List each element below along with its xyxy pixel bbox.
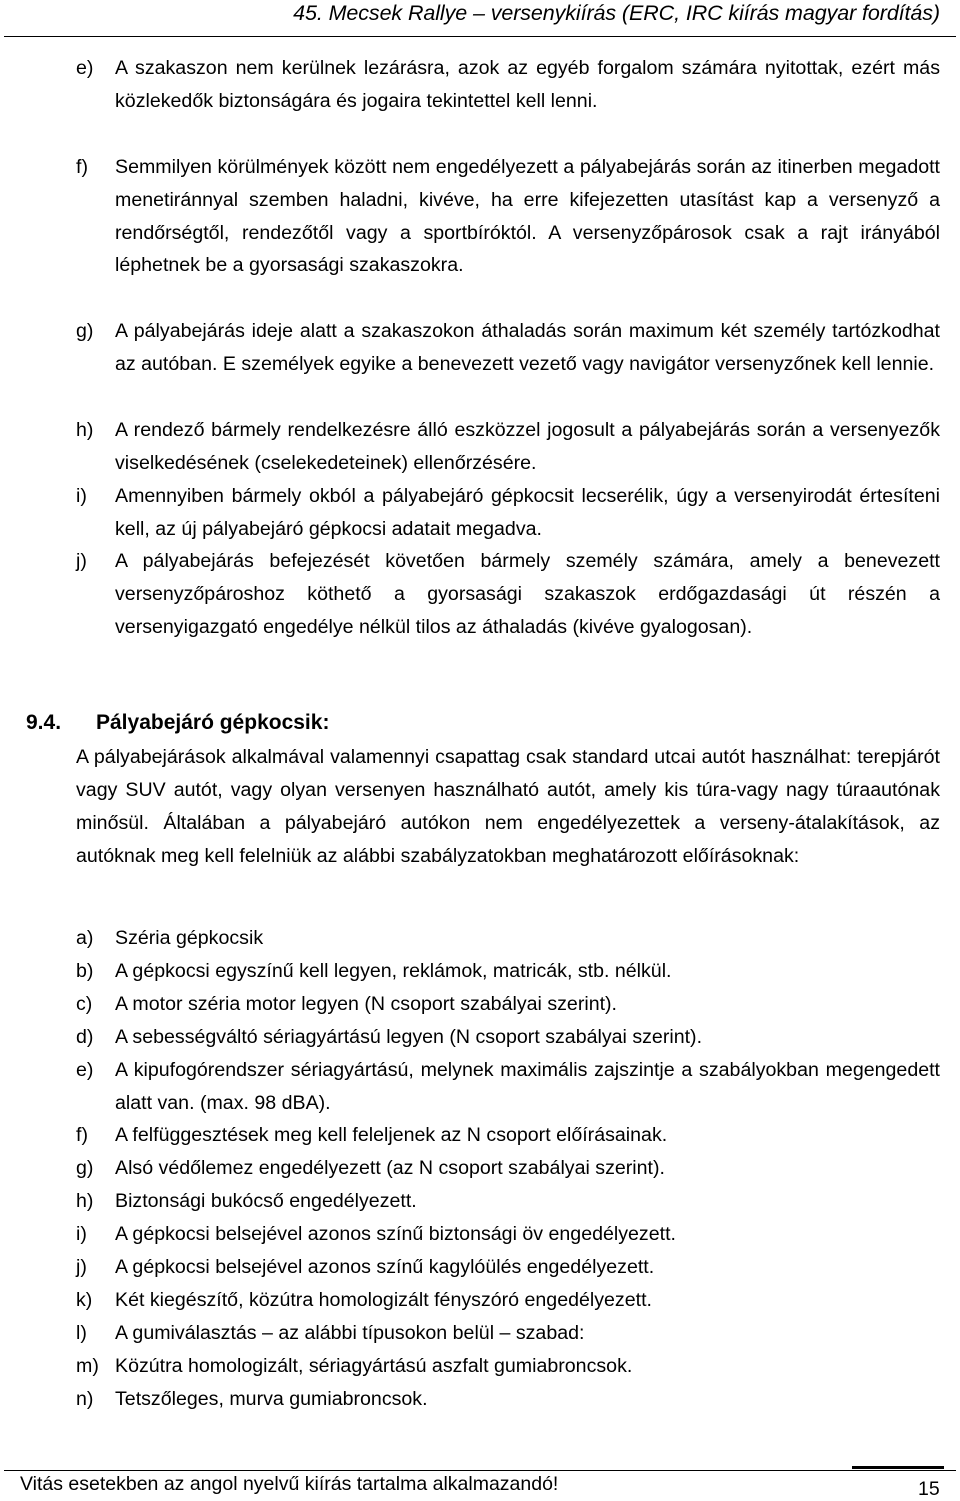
list-item-label: b) — [76, 960, 94, 982]
list-item-label: m) — [76, 1355, 99, 1377]
list-item-label: f) — [76, 1124, 88, 1146]
list-item — [76, 1119, 940, 1152]
list-item — [76, 414, 940, 480]
list-item — [76, 1317, 940, 1350]
list-item — [76, 545, 940, 643]
list-item — [76, 151, 940, 282]
page-header — [0, 0, 960, 40]
footer-note: Vitás esetekben az angol nyelvű kiírás tartalma alkalmazandó! — [20, 1473, 559, 1495]
list-item-label: g) — [76, 320, 94, 342]
list-item-text: A szakaszon nem kerülnek lezárásra, azok az egyéb forgalom számára nyitottak, ezért más közlekedők biztonságára és jogaira tekintettel kell lenni. — [115, 57, 940, 112]
list-item-label: i) — [76, 1223, 87, 1245]
list-item — [76, 52, 940, 118]
list-item-text: A kipufogórendszer sériagyártású, melynek maximális zajszintje a szabályokban megengedett alatt van. (max. 98 dBA). — [115, 1059, 940, 1114]
list-item-text: Alsó védőlemez engedélyezett (az N csoport szabályai szerint). — [115, 1157, 665, 1179]
page-number: 15 — [918, 1478, 940, 1500]
list-item-text: A gépkocsi belsejével azonos színű kagylóülés engedélyezett. — [115, 1256, 655, 1278]
list-item — [76, 1152, 940, 1185]
list-item-text: Biztonsági bukócső engedélyezett. — [115, 1190, 417, 1212]
list-item-text: A gépkocsi egyszínű kell legyen, reklámok, matricák, stb. nélkül. — [115, 960, 672, 982]
list-item — [76, 1021, 940, 1054]
list-item-label: k) — [76, 1289, 93, 1311]
list-item — [76, 1383, 940, 1416]
header-title: 45. Mecsek Rallye – versenykiírás (ERC, IRC kiírás magyar fordítás) — [293, 1, 940, 25]
list-item-text: Két kiegészítő, közútra homologizált fényszóró engedélyezett. — [115, 1289, 652, 1311]
section-paragraph: A pályabejárások alkalmával valamennyi csapattag csak standard utcai autót használhat: terepjárót vagy SUV autót, vagy olyan versenyen használható autót, amely kis túra-vagy nagy túraautónak minősül. Általában a pályabejáró autókon nem engedélyezettek a verseny-átalakítások, az autóknak meg kell felelniük az alábbi szabályzatokban meghatározott előírásoknak: — [76, 746, 940, 867]
list-item-text: A felfüggesztések meg kell feleljenek az N csoport előírásainak. — [115, 1124, 668, 1146]
list-item — [76, 988, 940, 1021]
list-item-text: A sebességváltó sériagyártású legyen (N csoport szabályai szerint). — [115, 1026, 703, 1048]
list-item-text: A pályabejárás ideje alatt a szakaszokon áthaladás során maximum két személy tartózkodhat az autóban. E személyek egyike a benevezett vezető vagy navigátor versenyzőnek kell lennie. — [115, 320, 940, 375]
list-item-text: A gépkocsi belsejével azonos színű biztonsági öv engedélyezett. — [115, 1223, 676, 1245]
list-item — [76, 922, 940, 955]
list-item — [76, 955, 940, 988]
list-item-label: a) — [76, 927, 94, 949]
list-item-label: c) — [76, 993, 93, 1015]
footer-rule — [4, 1470, 956, 1471]
list-item-text: A gumiválasztás – az alábbi típusokon belül – szabad: — [115, 1322, 585, 1344]
section-number: 9.4. — [26, 711, 62, 734]
list-item-label: l) — [76, 1322, 87, 1344]
list-item-label: i) — [76, 485, 87, 507]
list-item-text: Semmilyen körülmények között nem engedélyezett a pályabejárás során az itinerben megadott menetiránnyal szemben haladni, kivéve, ha erre kifejezetten utasítást kap a versenyző a rendőrségtől, rendezőtől vagy a sportbíróktól. A versenyzőpárosok csak a rajt irányából léphetnek be a gyorsasági szakaszokra. — [115, 156, 940, 277]
list-item — [76, 1054, 940, 1120]
list-item — [76, 1218, 940, 1251]
header-rule — [4, 36, 956, 37]
list-item-label: g) — [76, 1157, 94, 1179]
list-item-label: j) — [76, 550, 87, 572]
list-item — [76, 480, 940, 546]
list-item-label: f) — [76, 156, 88, 178]
list-item-label: h) — [76, 419, 94, 441]
list-item — [76, 1350, 940, 1383]
list-item-text: A motor széria motor legyen (N csoport szabályai szerint). — [115, 993, 618, 1015]
list-item-label: h) — [76, 1190, 94, 1212]
list-item-text: Széria gépkocsik — [115, 927, 264, 949]
list-item — [76, 1185, 940, 1218]
list-item-text: Közútra homologizált, sériagyártású aszfalt gumiabroncsok. — [115, 1355, 633, 1377]
list-item-text: A pályabejárás befejezését követően bármely személy számára, amely a benevezett versenyzőpároshoz köthető a gyorsasági szakaszok erdőgazdasági út részén a versenyigazgató engedélye nélkül tilos az áthaladás (kivéve gyalogosan). — [115, 550, 940, 638]
section-heading — [26, 706, 329, 740]
list-item-text: Amennyiben bármely okból a pályabejáró gépkocsit lecserélik, úgy a versenyirodát értesíteni kell, az új pályabejáró gépkocsi adatait megadva. — [115, 485, 940, 540]
list-item-label: n) — [76, 1388, 94, 1410]
list-item-label: d) — [76, 1026, 94, 1048]
section-title: Pályabejáró gépkocsik: — [96, 711, 330, 734]
list-item — [76, 1284, 940, 1317]
list-item-label: j) — [76, 1256, 87, 1278]
list-item-text: A rendező bármely rendelkezésre álló eszközzel jogosult a pályabejárás során a versenyezők viselkedésének (cselekedeteinek) ellenőrzésére. — [115, 419, 940, 474]
list-item-label: e) — [76, 57, 94, 79]
footer-page-rule — [852, 1466, 944, 1469]
list-item — [76, 1251, 940, 1284]
list-item-text: Tetszőleges, murva gumiabroncsok. — [115, 1388, 428, 1410]
list-item-label: e) — [76, 1059, 94, 1081]
list-item — [76, 315, 940, 381]
